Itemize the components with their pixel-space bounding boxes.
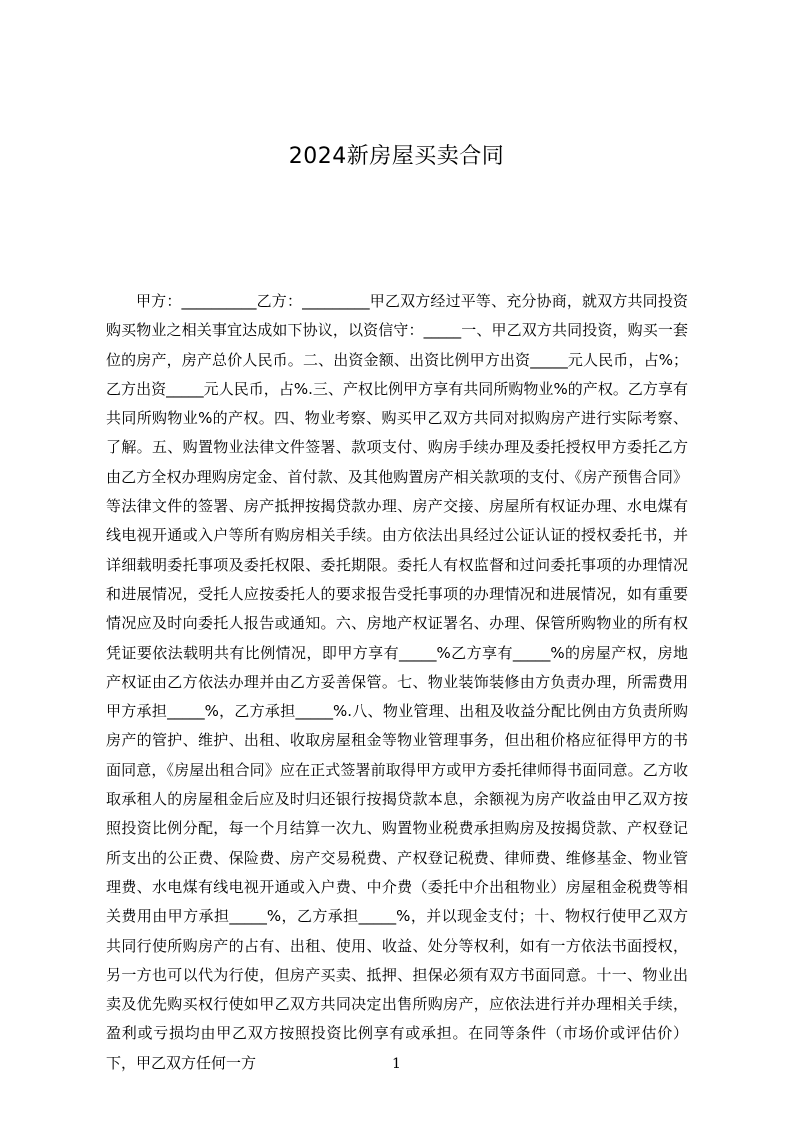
page-number: 1 bbox=[392, 1056, 401, 1072]
document-title: 2024新房屋买卖合同 bbox=[288, 144, 505, 169]
contract-body-paragraph: 甲方：__________乙方：_________甲乙双方经过平等、充分协商，就双方共同投资购买物业之相关事宜达成如下协议，以资信守：_____一、甲乙双方共同投资，购买一套位的房产，房产总价人民币。二、出资金额、出资比例甲方出资_____元人民币，占%；乙方出资_____元人民币，占%.三、产权比例甲方享有共同所购物业%的产权。乙方享有共同所购物业%的产权。四、物业考察、购买甲乙双方共同对拟购房产进行实际考察、了解。五、购置物业法律文件签署、款项支付、购房手续办理及委托授权甲方委托乙方由乙方全权办理购房定金、首付款、及其他购置房产相关款项的支付、《房产预售合同》等法律文件的签署、房产抵押按揭贷款办理、房产交接、房屋所有权证办理、水电煤有线电视开通或入户等所有购房相关手续。由方依法出具经过公证认证的授权委托书，并详细载明委托事项及委托权限、委托期限。委托人有权监督和过问委托事项的办理情况和进展情况，受托人应按委托人的要求报告受托事项的办理情况和进展情况，如有重要情况应及时向委托人报告或通知。六、房地产权证署名、办理、保管所购物业的所有权凭证要依法载明共有比例情况，即甲方享有_____%乙方享有_____%的房屋产权，房地产权证由乙方依法办理并由乙方妥善保管。七、物业装饰装修由方负责办理，所需费用甲方承担_____%，乙方承担_____%.八、物业管理、出租及收益分配比例由方负责所购房产的管护、维护、出租、收取房屋租金等物业管理事务，但出租价格应征得甲方的书面同意，《房屋出租合同》应在正式签署前取得甲方或甲方委托律师得书面同意。乙方收取承租人的房屋租金后应及时归还银行按揭贷款本息，余额视为房产收益由甲乙双方按照投资比例分配，每一个月结算一次九、购置物业税费承担购房及按揭贷款、产权登记所支出的公正费、保险费、房产交易税费、产权登记税费、律师费、维修基金、物业管理费、水电煤有线电视开通或入户费、中介费（委托中介出租物业）房屋租金税费等相关费用由甲方承担_____%，乙方承担_____%，并以现金支付；十、物权行使甲乙双方共同行使所购房产的占有、出租、使用、收益、处分等权利，如有一方依法书面授权，另一方也可以代为行使，但房产买卖、抵押、担保必须有双方书面同意。十一、物业出卖及优先购买权行使如甲乙双方共同决定出售所购房产，应依法进行并办理相关手续，盈利或亏损均由甲乙双方按照投资比例享有或承担。在同等条件（市场价或评估价）下，甲乙双方任何一方 bbox=[106, 292, 688, 1072]
